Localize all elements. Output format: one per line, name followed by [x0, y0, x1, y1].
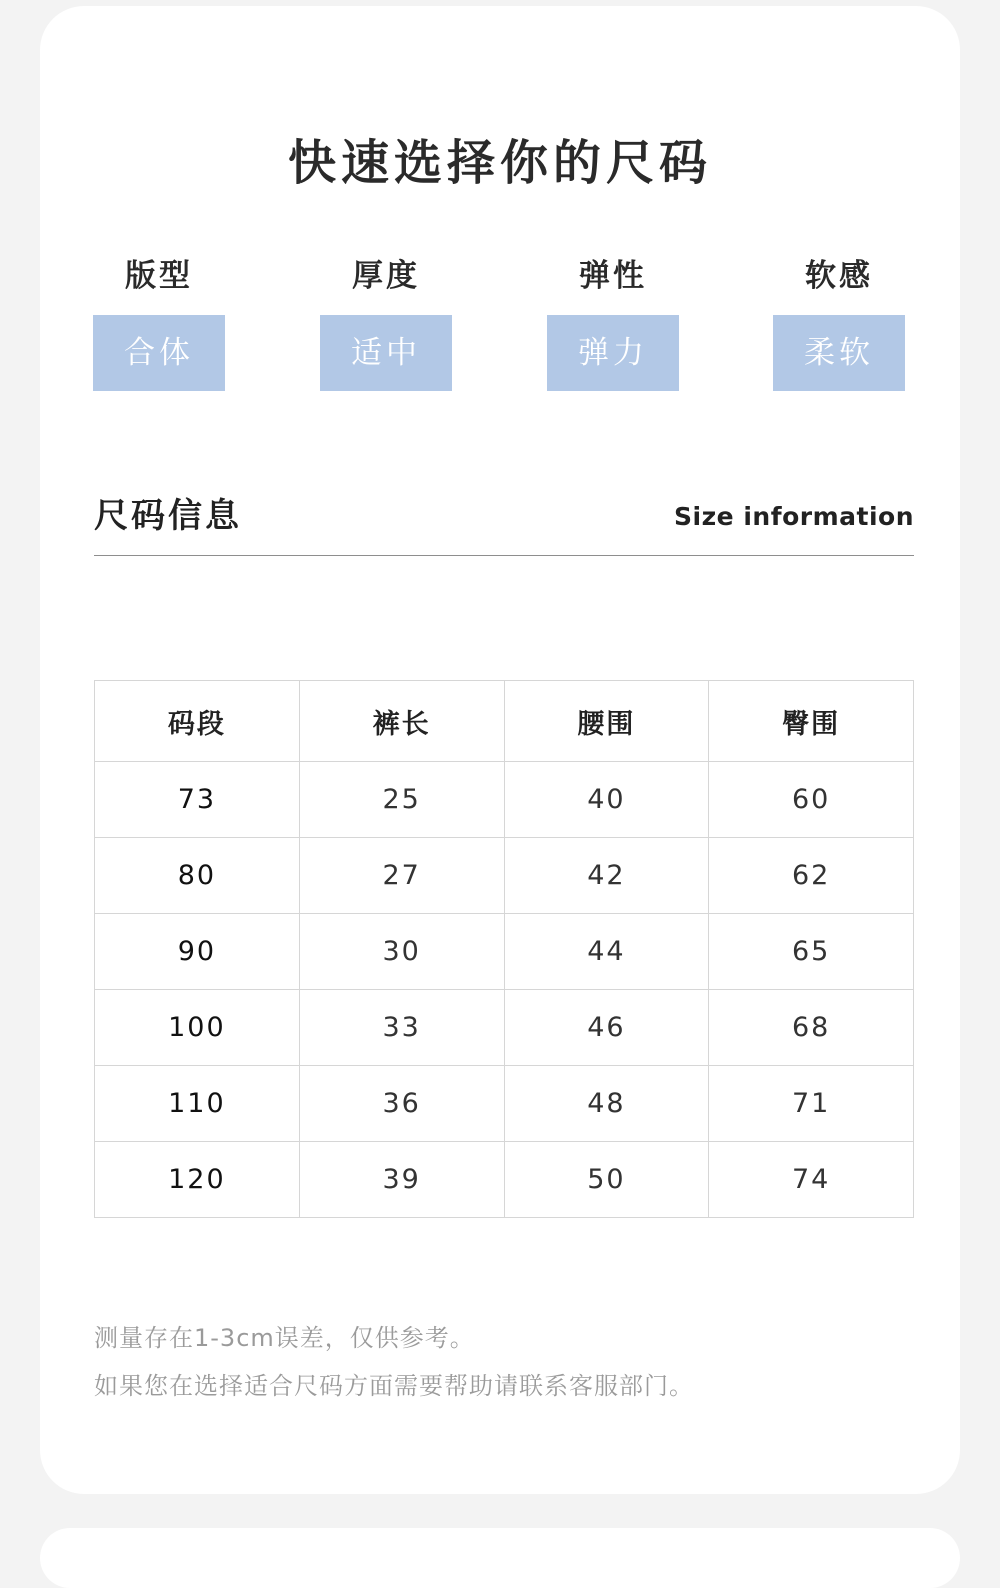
attribute-value-box: 合体: [93, 315, 225, 391]
page-title: 快速选择你的尺码: [287, 135, 712, 191]
table-cell: 36: [299, 1066, 504, 1142]
header-pants-length: 裤长: [299, 681, 504, 762]
table-cell: 48: [504, 1066, 709, 1142]
table-cell: 100: [95, 990, 300, 1066]
table-cell: 120: [95, 1142, 300, 1218]
table-cell: 90: [95, 914, 300, 990]
table-cell: 73: [95, 762, 300, 838]
table-row: [95, 914, 914, 990]
attribute-elasticity: [547, 256, 679, 391]
size-table: [94, 680, 914, 1218]
table-cell: 68: [709, 990, 914, 1066]
attribute-value-box: 适中: [320, 315, 452, 391]
header-waist: 腰围: [504, 681, 709, 762]
table-cell: 39: [299, 1142, 504, 1218]
table-row: [95, 1142, 914, 1218]
attribute-value-box: 柔软: [773, 315, 905, 391]
attribute-softness: [773, 256, 905, 391]
attribute-thickness: [320, 256, 452, 391]
header-size: 码段: [95, 681, 300, 762]
header-hip: 臀围: [709, 681, 914, 762]
table-header-row: [95, 681, 914, 762]
table-cell: 80: [95, 838, 300, 914]
measurement-error-note: 测量存在1-3cm误差，仅供参考。: [94, 1324, 475, 1352]
table-cell: 46: [504, 990, 709, 1066]
next-card-edge: [40, 1528, 960, 1588]
attribute-label: 版型: [125, 258, 193, 294]
attribute-label: 厚度: [352, 258, 420, 294]
table-cell: 40: [504, 762, 709, 838]
attribute-value-box: 弹力: [547, 315, 679, 391]
table-cell: 42: [504, 838, 709, 914]
attribute-label: 软感: [805, 258, 873, 294]
table-cell: 65: [709, 914, 914, 990]
table-cell: 33: [299, 990, 504, 1066]
table-cell: 27: [299, 838, 504, 914]
size-section-title: 尺码信息: [94, 496, 242, 536]
section-divider: [94, 555, 914, 556]
table-cell: 30: [299, 914, 504, 990]
table-row: [95, 990, 914, 1066]
table-row: [95, 1066, 914, 1142]
table-cell: 44: [504, 914, 709, 990]
table-cell: 60: [709, 762, 914, 838]
attribute-label: 弹性: [579, 258, 647, 294]
table-row: [95, 762, 914, 838]
customer-service-note: 如果您在选择适合尺码方面需要帮助请联系客服部门。: [94, 1372, 694, 1400]
table-cell: 71: [709, 1066, 914, 1142]
size-guide-card: [40, 6, 960, 1494]
table-cell: 110: [95, 1066, 300, 1142]
size-section-subtitle: Size information: [674, 502, 914, 531]
table-row: [95, 838, 914, 914]
table-cell: 25: [299, 762, 504, 838]
table-cell: 62: [709, 838, 914, 914]
table-cell: 50: [504, 1142, 709, 1218]
table-cell: 74: [709, 1142, 914, 1218]
attribute-fit: [93, 256, 225, 391]
